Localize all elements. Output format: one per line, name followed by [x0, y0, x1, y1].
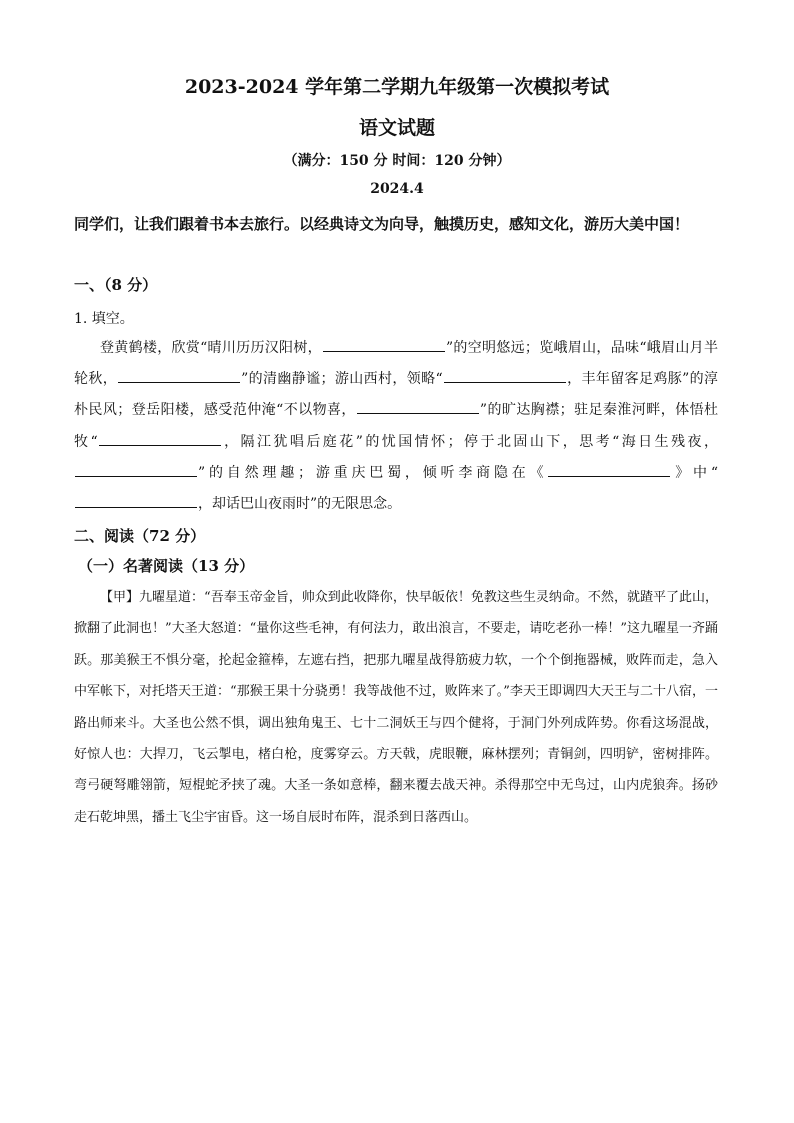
subject-title: 语文试题 [358, 117, 435, 139]
fill-segment: 》中“ [671, 464, 718, 481]
score-time: （满分：150 分 时间：120 分钟） [283, 153, 511, 169]
answer-blank-7[interactable] [548, 462, 670, 477]
fill-segment: ，丰年留客足鸡豚”的淳朴民风；登岳阳楼，感受范仲淹“不以物喜， [74, 371, 718, 419]
answer-blank-5[interactable] [99, 431, 221, 446]
fill-in-paragraph [74, 333, 718, 520]
answer-blank-1[interactable] [323, 337, 445, 352]
fill-segment: ”的自然理趣；游重庆巴蜀，倾听李商隐在《 [198, 464, 548, 481]
answer-blank-6[interactable] [75, 462, 197, 477]
section-1-heading: 一、（8 分） [74, 276, 158, 294]
section-2-subheading: （一）名著阅读（13 分） [78, 557, 255, 575]
answer-blank-8[interactable] [75, 493, 197, 508]
answer-blank-3[interactable] [444, 368, 566, 383]
fill-segment: ”的旷达胸襟；驻足秦淮河畔，体悟杜牧“ [74, 402, 719, 450]
exam-date: 2024.4 [370, 181, 424, 197]
reading-passage: 【甲】九曜星道：“吾奉玉帝金旨，帅众到此收降你，快早皈依！免教这些生灵纳命。不然，就蹅平了此山，掀翻了此洞也！”大圣大怒道：“量你这些毛神，有何法力，敢出浪言，不要走，请吃老孙一棒！”这九曜星一齐踊跃。那美猴王不惧分毫，抡起金箍棒，左遮右挡，把那九曜星战得筋疲力软，一个个倒拖器械，败阵而走，急入中军帐下，对托塔天王道：“那猴王果十分骁勇！我等战他不过，败阵来了。”李天王即调四大天王与二十八宿，一路出师来斗。大圣也公然不惧，调出独角鬼王、七十二洞妖王与四个健将，于洞门外列成阵势。你看这场混战，好惊人也：大捍刀，飞云掣电，楮白枪，度雾穿云。方天戟，虎眼鞭，麻林摆列；青铜剑，四明铲，密树排阵。弯弓硬弩雕翎箭，短棍蛇矛挟了魂。大圣一条如意棒，翻来覆去战天神。杀得那空中无鸟过，山内虎狼奔。扬砂走石乾坤黑，播土飞尘宇宙昏。这一场自辰时布阵，混杀到日落西山。 [74, 590, 718, 825]
exam-title: 2023-2024 学年第二学期九年级第一次模拟考试 [184, 76, 610, 98]
fill-segment: ，却话巴山夜雨时”的无限思念。 [198, 496, 402, 513]
fill-segment: 登黄鹤楼，欣赏“晴川历历汉阳树， [100, 340, 322, 356]
section-2-heading: 二、阅读（72 分） [74, 527, 206, 545]
question-1-label: 1. 填空。 [74, 311, 134, 327]
answer-blank-4[interactable] [357, 399, 479, 414]
intro-text: 同学们，让我们跟着书本去旅行。以经典诗文为向导，触摸历史，感知文化，游历大美中国！ [74, 215, 690, 233]
fill-segment: ，隔江犹唱后庭花”的忧国情怀；停于北固山下，思考“海日生残夜， [221, 433, 718, 450]
fill-segment: ”的空明悠远；览峨眉山，品味“峨眉山月半轮秋， [74, 340, 718, 388]
answer-blank-2[interactable] [118, 368, 240, 383]
fill-segment: ”的清幽静谧；游山西村，领略“ [241, 371, 443, 388]
